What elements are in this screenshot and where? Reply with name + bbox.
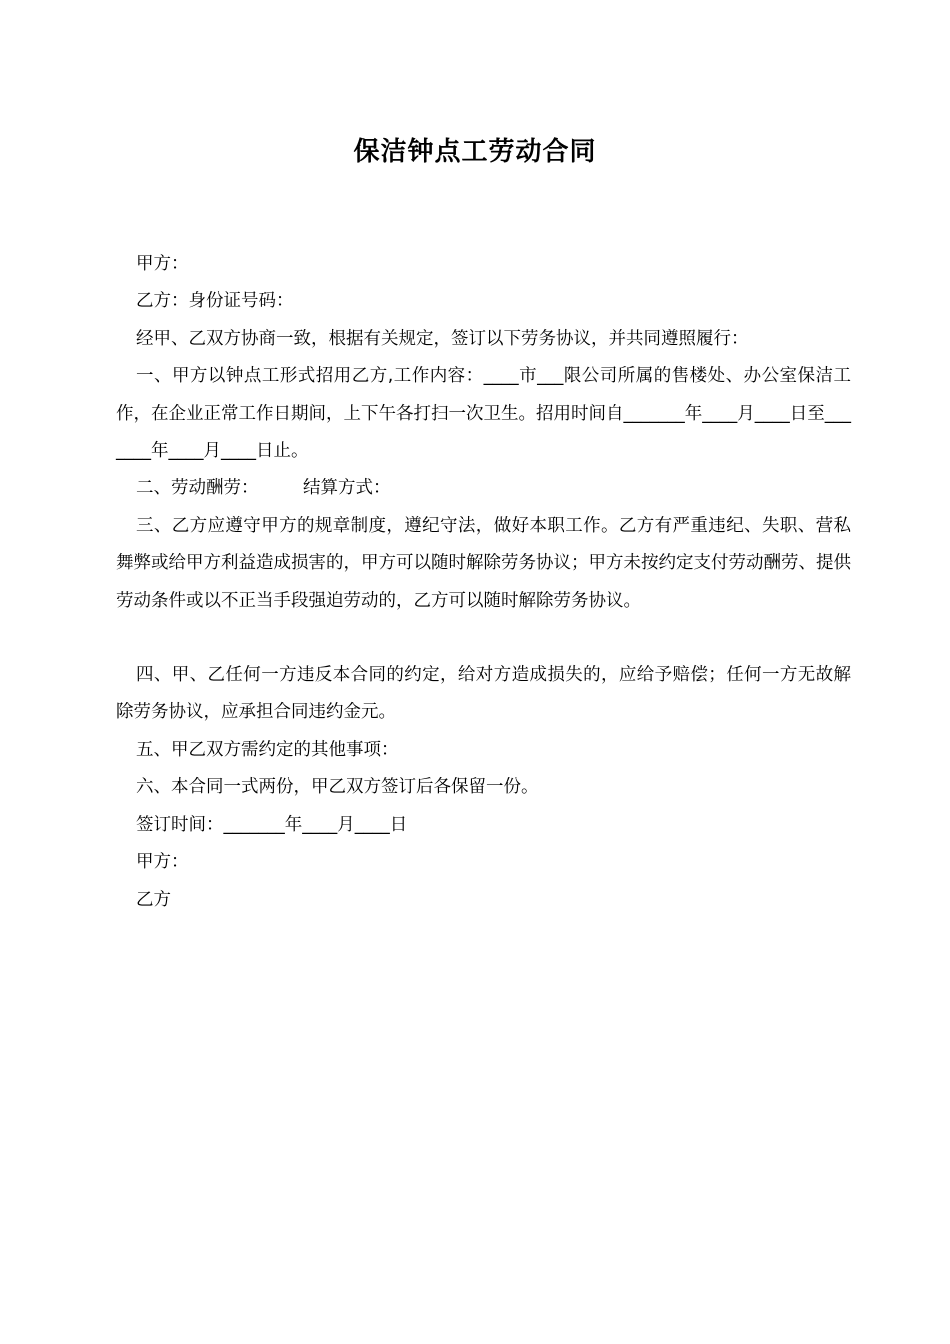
- clause-2-paragraph: 二、劳动酬劳： 结算方式：: [136, 478, 391, 499]
- signature-party-a: 甲方：: [136, 852, 189, 873]
- clause-6-paragraph: 六、本合同一式两份，甲乙双方签订后各保留一份。: [136, 777, 539, 798]
- party-a-line: 甲方：: [136, 254, 189, 274]
- party-b-id-line: 乙方：身份证号码：: [136, 291, 294, 312]
- clause-1-paragraph: 一、甲方以钟点工形式招用乙方,工作内容：____市___限公司所属的售楼处、办公室保洁工作，在企业正常工作日期间，上下午各打扫一次卫生。招用时间自_______年____月____日至_______年____月____日止。: [116, 366, 851, 462]
- document-body: [116, 246, 851, 919]
- clause-5-paragraph: 五、甲乙双方需约定的其他事项：: [136, 739, 399, 760]
- paragraph-spacer: [116, 620, 851, 657]
- signature-party-b: 乙方: [136, 889, 171, 910]
- clause-3-paragraph: 三、乙方应遵守甲方的规章制度，遵纪守法，做好本职工作。乙方有严重违纪、失职、营私舞弊或给甲方利益造成损害的，甲方可以随时解除劳务协议；甲方未按约定支付劳动酬劳、提供劳动条件或以不正当手段强迫劳动的，乙方可以随时解除劳务协议。: [116, 515, 851, 611]
- signing-date-line: 签订时间：_______年____月____日: [136, 814, 408, 835]
- clause-4-paragraph: 四、甲、乙任何一方违反本合同的约定，给对方造成损失的，应给予赔偿；任何一方无故解除劳务协议，应承担合同违约金元。: [116, 665, 851, 723]
- document-title: 保洁钟点工劳动合同: [353, 137, 597, 167]
- preamble-paragraph: 经甲、乙双方协商一致，根据有关规定，签订以下劳务协议，并共同遵照履行：: [136, 328, 749, 349]
